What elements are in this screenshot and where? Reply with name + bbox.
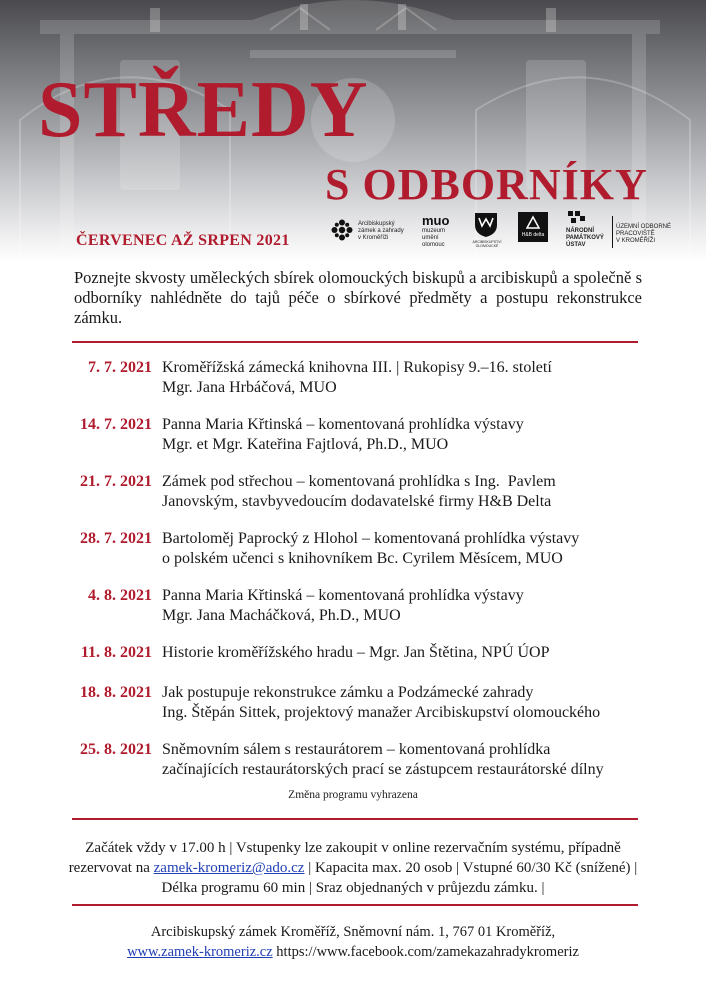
npu-logo-text: NÁRODNÍ PAMÁTKOVÝ ÚSTAV <box>566 228 604 248</box>
info-text-start: Začátek vždy v 17.00 h | Vstupenky lze zakoupit v online rezervačním systému, případně rezervovat na <box>68 840 621 876</box>
event-item <box>70 529 650 586</box>
event-speaker: o polském učenci s knihovníkem Bc. Cyrilem Měsícem, MUO <box>162 550 563 567</box>
event-description <box>162 683 662 723</box>
npu-emblem-icon <box>566 210 588 226</box>
event-date: 11. 8. 2021 <box>80 644 152 661</box>
event-title: Panna Maria Křtinská – komentovaná prohlídka výstavy <box>162 416 524 433</box>
event-date: 28. 7. 2021 <box>80 530 152 547</box>
npu-logo-divider <box>612 216 613 248</box>
event-item <box>70 683 650 740</box>
hb-delta-logo-text: H&B delta <box>521 232 545 238</box>
event-title: Panna Maria Křtinská – komentovaná prohlídka výstavy <box>162 587 524 604</box>
footer-address: Arcibiskupský zámek Kroměříž, Sněmovní nám. 1, 767 01 Kroměříž, <box>150 924 556 940</box>
hb-delta-logo <box>518 210 548 250</box>
event-speaker: Janovským, stavbyvedoucím dodavatelské firmy H&B Delta <box>162 493 552 510</box>
archbishop-chateau-logo <box>330 210 408 250</box>
event-title: Kroměřížská zámecká knihovna III. | Rukopisy 9.–16. století <box>162 359 552 376</box>
event-date: 25. 8. 2021 <box>80 741 152 758</box>
top-divider <box>72 341 638 343</box>
event-speaker: Mgr. Jana Macháčková, Ph.D., MUO <box>162 607 401 624</box>
hb-delta-logo-box <box>518 212 548 242</box>
event-item <box>70 472 650 529</box>
event-description <box>162 740 662 780</box>
event-speaker: začínajících restaurátorských prací se zástupcem restaurátorské dílny <box>162 761 604 778</box>
bottom-divider <box>72 904 638 906</box>
event-date: 14. 7. 2021 <box>80 416 152 433</box>
event-description <box>162 529 662 569</box>
page-title: STŘEDY <box>38 66 369 154</box>
page-subtitle: S ODBORNÍKY <box>325 160 648 209</box>
event-speaker: Ing. Štěpán Sittek, projektový manažer Arcibiskupství olomouckého <box>162 704 601 721</box>
middle-divider <box>72 818 638 820</box>
event-list <box>70 358 650 797</box>
event-description <box>162 643 662 663</box>
footer <box>60 922 646 962</box>
shield-icon <box>474 212 498 238</box>
website-link[interactable]: www.zamek-kromeriz.cz <box>127 944 273 960</box>
info-paragraph <box>60 838 646 898</box>
npu-office-text: ÚZEMNÍ ODBORNÉ PRACOVIŠTĚ V KROMĚŘÍŽI <box>616 224 672 244</box>
event-date: 7. 7. 2021 <box>88 359 152 376</box>
event-title: Bartoloměj Paprocký z Hlohol – komentovaná prohlídka výstavy <box>162 530 580 547</box>
event-item <box>70 358 650 415</box>
header-banner <box>0 0 706 262</box>
flower-ornament-icon <box>330 218 354 242</box>
event-title: Historie kroměřížského hradu – Mgr. Jan Štětina, NPÚ ÚOP <box>162 644 550 661</box>
footer-links <box>60 942 646 962</box>
event-item <box>70 415 650 472</box>
email-link[interactable]: zamek-kromeriz@ado.cz <box>153 860 305 876</box>
npu-logo <box>566 210 676 250</box>
event-description <box>162 415 662 455</box>
muo-logo-text: muzeum umění olomouc <box>422 228 446 248</box>
intro-paragraph: Poznejte skvosty uměleckých sbírek olomouckých biskupů a arcibiskupů a společně s odborníky nahlédněte do tajů péče o sbírkové předměty a postupu rekonstrukce zámku. <box>74 268 642 327</box>
facebook-url: https://www.facebook.com/zamekazahradykromeriz <box>272 944 579 960</box>
date-range: ČERVENEC AŽ SRPEN 2021 <box>76 232 290 249</box>
event-item <box>70 586 650 643</box>
event-description <box>162 472 662 512</box>
event-speaker: Mgr. Jana Hrbáčová, MUO <box>162 379 337 396</box>
program-change-note: Změna programu vyhrazena <box>288 789 418 801</box>
muo-logo-mark: muo <box>422 213 450 228</box>
archdiocese-logo <box>470 210 504 250</box>
delta-triangle-icon <box>518 214 548 230</box>
event-title: Jak postupuje rekonstrukce zámku a Podzámecké zahrady <box>162 684 534 701</box>
muo-logo <box>422 210 456 250</box>
event-date: 18. 8. 2021 <box>80 684 152 701</box>
event-item <box>70 643 650 683</box>
event-date: 21. 7. 2021 <box>80 473 152 490</box>
event-description <box>162 586 662 626</box>
event-date: 4. 8. 2021 <box>88 587 152 604</box>
event-speaker: Mgr. et Mgr. Kateřina Fajtlová, Ph.D., MUO <box>162 436 449 453</box>
info-text-end: | Kapacita max. 20 osob | Vstupné 60/30 Kč (snížené) | Délka programu 60 min | Sraz objednaných v průjezdu zámku. | <box>161 860 638 896</box>
archbishop-chateau-logo-text: Arcibiskupský zámek a zahrady v Kroměříži <box>358 221 404 241</box>
event-title: Zámek pod střechou – komentovaná prohlídka s Ing. Pavlem <box>162 473 556 490</box>
event-title: Sněmovním sálem s restaurátorem – komentovaná prohlídka <box>162 741 551 758</box>
archdiocese-logo-text: ARCIBISKUPSTVÍ OLOMOUCKÉ <box>472 240 502 248</box>
event-description <box>162 358 662 398</box>
